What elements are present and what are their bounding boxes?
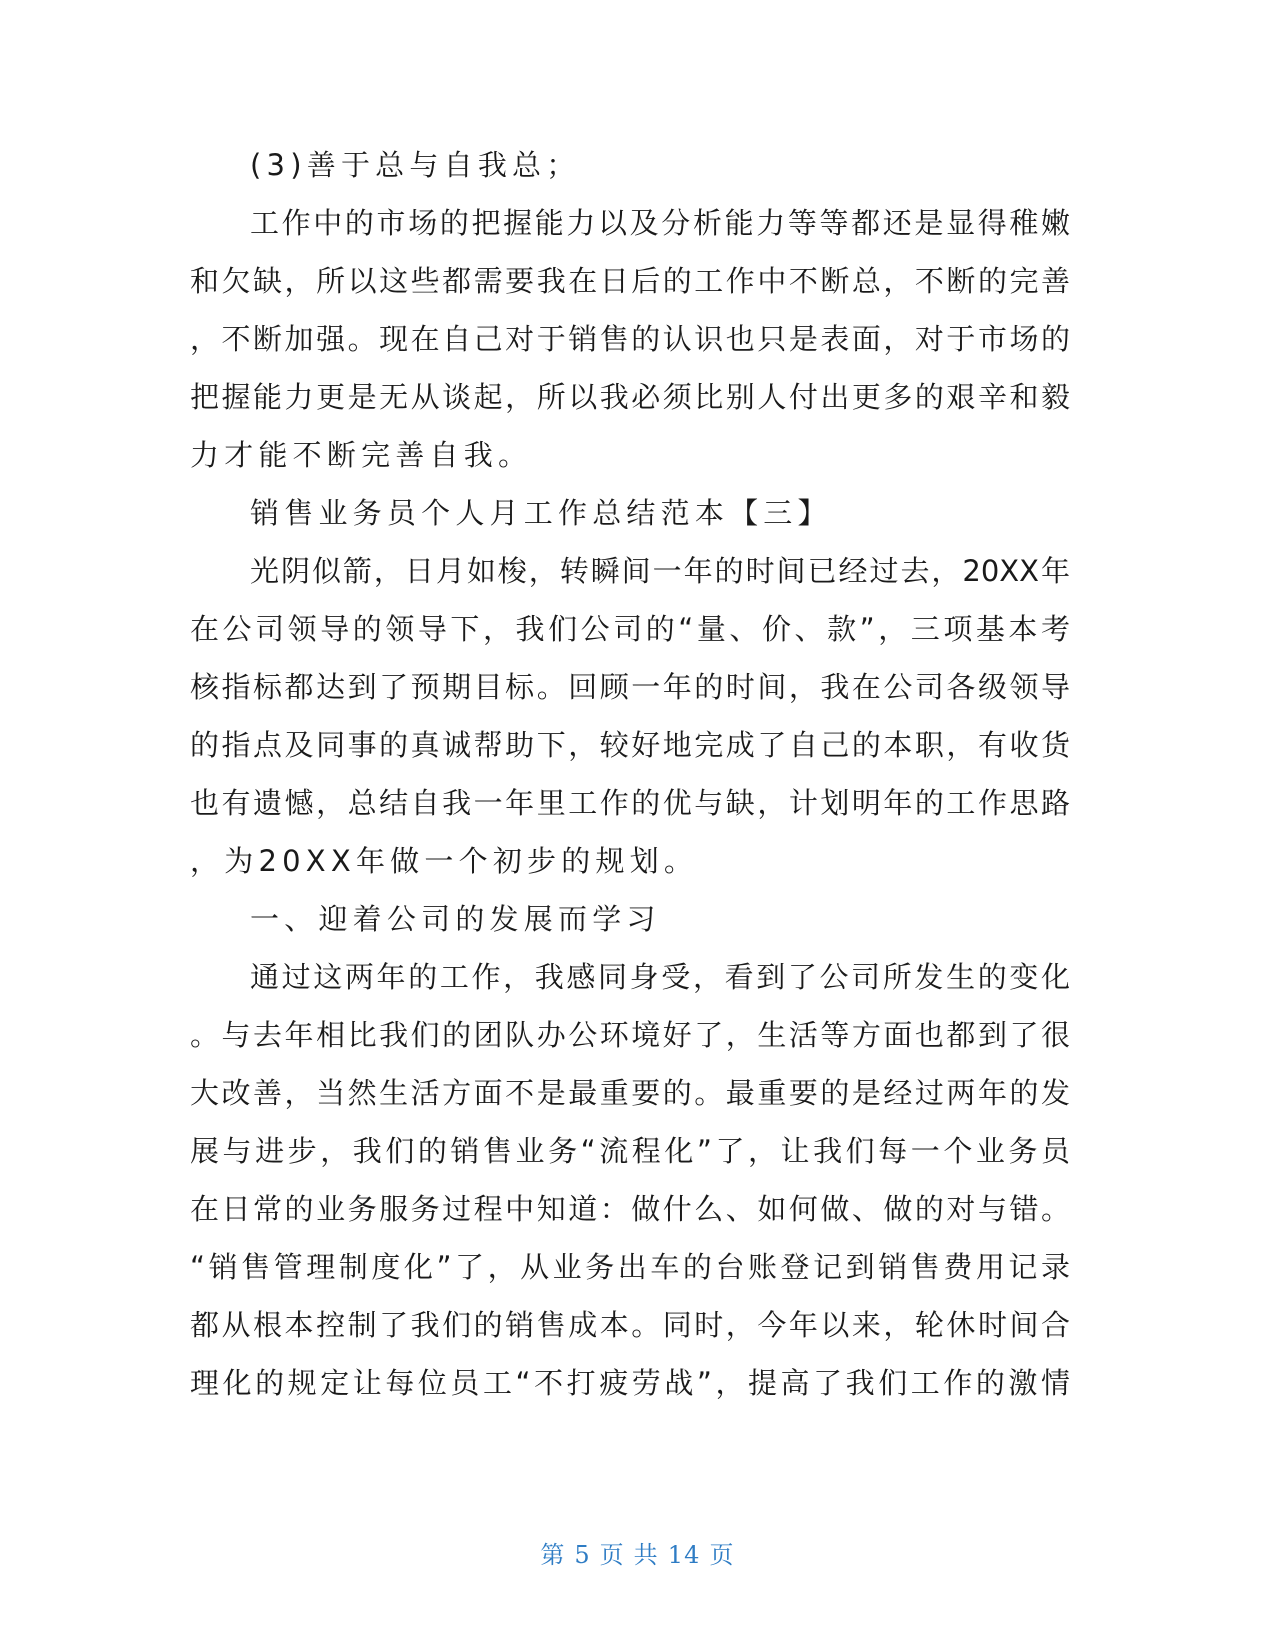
paragraph-line: “销售管理制度化”了，从业务出车的台账登记到销售费用记录 [190,1250,1070,1284]
paragraph-line: 通过这两年的工作，我感同身受，看到了公司所发生的变化 [250,960,1070,994]
paragraph-line: 的指点及同事的真诚帮助下，较好地完成了自己的本职，有收货 [190,728,1070,762]
page-number-footer: 第 5 页 共 14 页 [540,1541,735,1569]
paragraph-line: 光阴似箭，日月如梭，转瞬间一年的时间已经过去，20XX年 [250,554,1070,588]
paragraph-line: 。与去年相比我们的团队办公环境好了，生活等方面也都到了很 [190,1018,1070,1052]
paragraph-line: 和欠缺，所以这些都需要我在日后的工作中不断总，不断的完善 [190,264,1070,298]
paragraph-line: (3)善于总与自我总； [250,148,581,182]
paragraph-line: 核指标都达到了预期目标。回顾一年的时间，我在公司各级领导 [190,670,1070,704]
paragraph-line: 理化的规定让每位员工“不打疲劳战”，提高了我们工作的激情 [190,1366,1070,1400]
subsection-heading: 一、迎着公司的发展而学习 [250,902,661,936]
paragraph-line: 在公司领导的领导下，我们公司的“量、价、款”，三项基本考 [190,612,1070,646]
paragraph-line: ，为20XX年做一个初步的规划。 [190,844,699,878]
paragraph-line: 把握能力更是无从谈起，所以我必须比别人付出更多的艰辛和毅 [190,380,1070,414]
section-heading: 销售业务员个人月工作总结范本【三】 [250,496,832,530]
paragraph-line: 都从根本控制了我们的销售成本。同时，今年以来，轮休时间合 [190,1308,1070,1342]
paragraph-line: 大改善，当然生活方面不是最重要的。最重要的是经过两年的发 [190,1076,1070,1110]
paragraph-line: 在日常的业务服务过程中知道：做什么、如何做、做的对与错。 [190,1192,1070,1226]
paragraph-line: 展与进步，我们的销售业务“流程化”了，让我们每一个业务员 [190,1134,1070,1168]
paragraph-line: ，不断加强。现在自己对于销售的认识也只是表面，对于市场的 [190,322,1070,356]
paragraph-line: 也有遗憾，总结自我一年里工作的优与缺，计划明年的工作思路 [190,786,1070,820]
paragraph-line: 力才能不断完善自我。 [190,438,533,472]
paragraph-line: 工作中的市场的把握能力以及分析能力等等都还是显得稚嫩 [250,206,1070,240]
